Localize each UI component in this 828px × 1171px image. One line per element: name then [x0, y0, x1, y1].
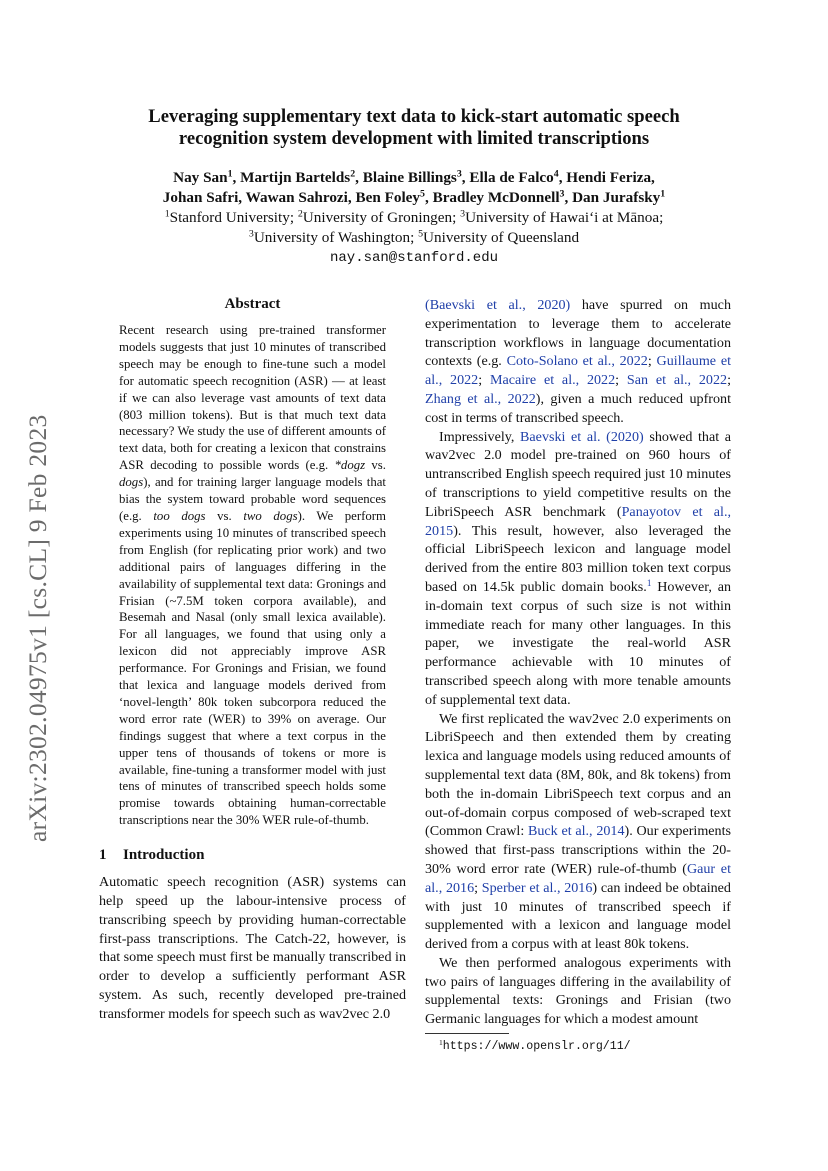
affiliations-line-2: $^3$University of Washington; $^5$University of Queensland [248, 228, 580, 246]
section-heading-introduction: 1 Introduction [99, 847, 205, 864]
footnote-divider [425, 1033, 509, 1034]
abstract-text: Recent research using pre-trained transformer models suggests that just 10 minutes of transcribed speech may be enough to fine-tune such a model for automatic speech recognition (ASR) — at least if we can also leverage vast amounts of text data (803 million tokens). But is that much text data necessary? We study the use of different amounts of text data, both for creating a lexicon that constrains ASR decoding to possible words (e.g. *dogz vs. dogs), and for training larger language models that bias the system toward probable word sequences (e.g. too dogs vs. two dogs). We perform experiments using 10 minutes of transcribed speech from English (for replicating prior work) and two additional pairs of languages differing in the availability of supplemental text data: Gronings and Frisian (~7.5M token corpora available), and Besemah and Nasal (only small lexica available). For all languages, we found that using only a lexicon did not appreciably improve ASR performance. For Gronings and Frisian, we found that lexica and language models derived from ‘novel-length’ 80k token subcorpora reduced the word error rate (WER) to 39% on average. Our findings suggest that where a text corpus in the upper tens of thousands of tokens or more is available, fine-tuning a transformer model with just tens of minutes of transcribed speech holds some promise towards obtaining human-correctable transcriptions near the 30% WER rule-of-thumb. [119, 323, 386, 828]
affiliations-line-1: $^1$Stanford University; $^2$University of Groningen; $^3$University of Hawai‘i at Mānoa; [164, 208, 664, 226]
citation-link[interactable]: Buck et al., 2014 [527, 823, 625, 840]
title-line-2: recognition system development with limited transcriptions [178, 128, 650, 149]
author-block [100, 168, 728, 268]
citation-link[interactable]: Sperber et al., 2016 [481, 879, 593, 896]
right-column [425, 296, 731, 1054]
citation-link[interactable]: Gaur et al., 2016 [425, 860, 731, 896]
footnote-marker[interactable]: 1 [646, 577, 652, 588]
left-column [99, 296, 406, 1024]
paper-title [100, 106, 728, 150]
intro-paragraph-1: Automatic speech recognition (ASR) systems can help speed up the labour-intensive process of transcribing speech by providing human-correctable first-pass transcriptions. The Catch-22, however, is that some speech must first be manually transcribed in order to develop a sufficiently performant ASR system. As such, recently developed pre-trained transformer models for speech such as wav2vec 2.0 [99, 874, 406, 1022]
author-names-line-2: Johan Safri, Wawan Sahrozi, Ben Foley$^5$, Bradley McDonnell$^3$, Dan Jurafsky$^1$ [162, 188, 666, 206]
footnote-url-link[interactable]: https://www.openslr.org/11/ [442, 1040, 631, 1054]
footnote-1: $^1$https://www.openslr.org/11/ [439, 1037, 631, 1054]
citation-link[interactable]: Baevski et al. (2020) [520, 428, 644, 445]
arxiv-sidebar-stamp [18, 372, 52, 842]
author-names-line-1: Nay San$^1$, Martijn Bartelds$^2$, Blaine Billings$^3$, Ella de Falco$^4$, Hendi Feriza, [173, 168, 655, 186]
citation-link[interactable]: Panayotov et al., 2015 [425, 503, 731, 539]
citation-link[interactable]: Zhang et al., 2022 [425, 390, 536, 407]
arxiv-identifier: arXiv:2302.04975v1 [cs.CL] 9 Feb 2023 [23, 414, 52, 842]
contact-email[interactable]: nay.san@stanford.edu [329, 250, 499, 266]
title-line-1: Leveraging supplementary text data to kick-start automatic speech [148, 106, 680, 127]
abstract-heading: Abstract [224, 296, 281, 312]
citation-link[interactable]: Guillaume et al., 2022 [425, 353, 732, 389]
intro-paragraph-3: We first replicated the wav2vec 2.0 experiments on LibriSpeech and then extended them by creating lexica and language models using reduced amounts of supplemental text data (8M, 80k, and 8k tokens) from both the in-domain LibriSpeech text corpus and an out-of-domain corpus composed of web-scraped text (Common Crawl: Buck et al., 2014). Our experiments showed that first-pass transcriptions within the 20-30% word error rate (WER) rule-of-thumb (Gaur et al., 2016; Sperber et al., 2016) can indeed be obtained with just 10 minutes of transcribed speech if supplemented with a lexicon and language model derived from a corpus with at least 80k tokens. [425, 710, 731, 953]
citation-link[interactable]: Macaire et al., 2022 [489, 372, 616, 389]
intro-paragraph-4: We then performed analogous experiments with two pairs of languages differing in the availability of supplemental texts: Gronings and Frisian (two Germanic languages for which a modest amount [425, 954, 731, 1028]
citation-link[interactable]: San et al., 2022 [626, 372, 728, 389]
citation-link[interactable]: (Baevski et al., 2020) [425, 297, 571, 313]
intro-paragraph-2: Impressively, Baevski et al. (2020) showed that a wav2vec 2.0 model pre-trained on 960 hours of untranscribed English speech required just 10 minutes of transcriptions to yield competitive results on the LibriSpeech ASR benchmark (Panayotov et al., 2015). This result, however, also leveraged the official LibriSpeech lexicon and language model derived from the entire 803 million token text corpus based on 14.5k public domain books.$^1$ However, an in-domain text corpus of such size is not within immediate reach for many other languages. In this paper, we investigate the real-world ASR performance achievable with 10 minutes of transcribed speech along with more tenable amounts of supplemental text data. [425, 428, 731, 708]
intro-paragraph-1-continued: (Baevski et al., 2020) have spurred on much experimentation to leverage them to accelerate transcription workflows in language documentation contexts (e.g. Coto-Solano et al., 2022; Guillaume et al., 2022; Macaire et al., 2022; San et al., 2022; Zhang et al., 2022), given a much reduced upfront cost in terms of transcribed speech. [425, 297, 732, 426]
citation-link[interactable]: Coto-Solano et al., 2022 [506, 353, 648, 370]
